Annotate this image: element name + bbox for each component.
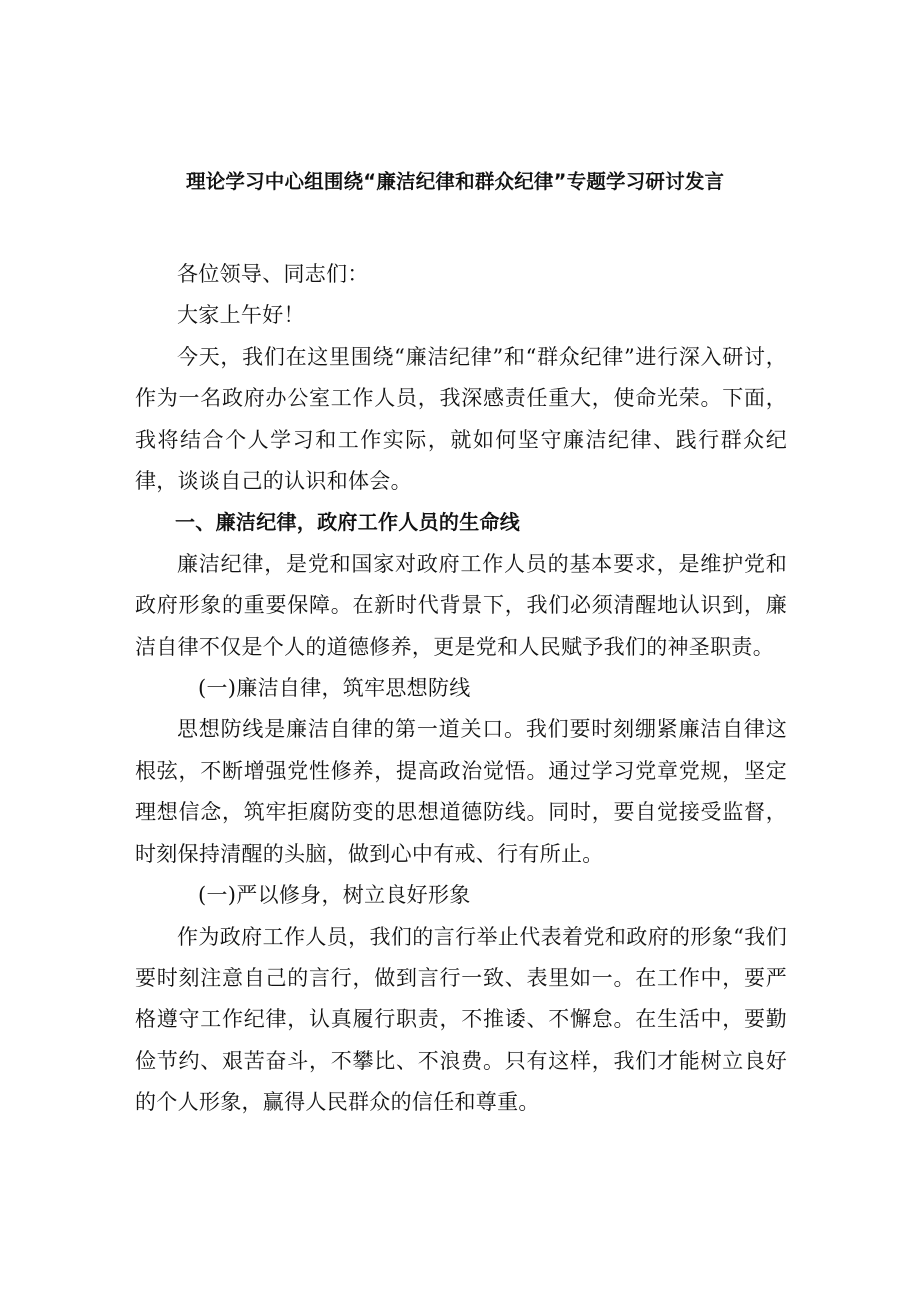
document-title: 理论学习中心组围绕“廉洁纪律和群众纪律”专题学习研讨发言 xyxy=(186,170,725,193)
section-heading-1: 一、廉洁纪律，政府工作人员的生命线 xyxy=(175,510,521,535)
section-1-paragraph: 廉洁纪律，是党和国家对政府工作人员的基本要求，是维护党和政府形象的重要保障。在新时代背景下，我们必须清醒地认识到，廉洁自律不仅是个人的道德修养，更是党和人民赋予我们的神圣职责。 xyxy=(135,551,787,659)
subsection-1-paragraph: 思想防线是廉洁自律的第一道关口。我们要时刻绷紧廉洁自律这根弦，不断增强党性修养，提高政治觉悟。通过学习党章党规，坚定理想信念，筑牢拒腐防变的思想道德防线。同时，要自觉接受监督，时刻保持清醒的头脑，做到心中有戒、行有所止。 xyxy=(135,717,787,866)
subsection-heading-2: (一)严以修身，树立良好形象 xyxy=(198,883,471,908)
subsection-heading-1: (一)廉洁自律，筑牢思想防线 xyxy=(198,676,471,701)
greeting: 大家上午好！ xyxy=(177,303,305,328)
salutation: 各位领导、同志们： xyxy=(177,262,369,286)
subsection-2-paragraph: 作为政府工作人员，我们的言行举止代表着党和政府的形象“我们要时刻注意自己的言行，做到言行一致、表里如一。在工作中，要严格遵守工作纪律，认真履行职责，不推诿、不懈怠。在生活中，要勤俭节约、艰苦奋斗，不攀比、不浪费。只有这样，我们才能树立良好的个人形象，赢得人民群众的信任和尊重。 xyxy=(135,924,787,1115)
intro-paragraph: 今天，我们在这里围绕“廉洁纪律”和“群众纪律”进行深入研讨，作为一名政府办公室工作人员，我深感责任重大，使命光荣。下面，我将结合个人学习和工作实际，就如何坚守廉洁纪律、践行群众纪律，谈谈自己的认识和体会。 xyxy=(135,344,787,494)
document-body xyxy=(135,254,787,1124)
